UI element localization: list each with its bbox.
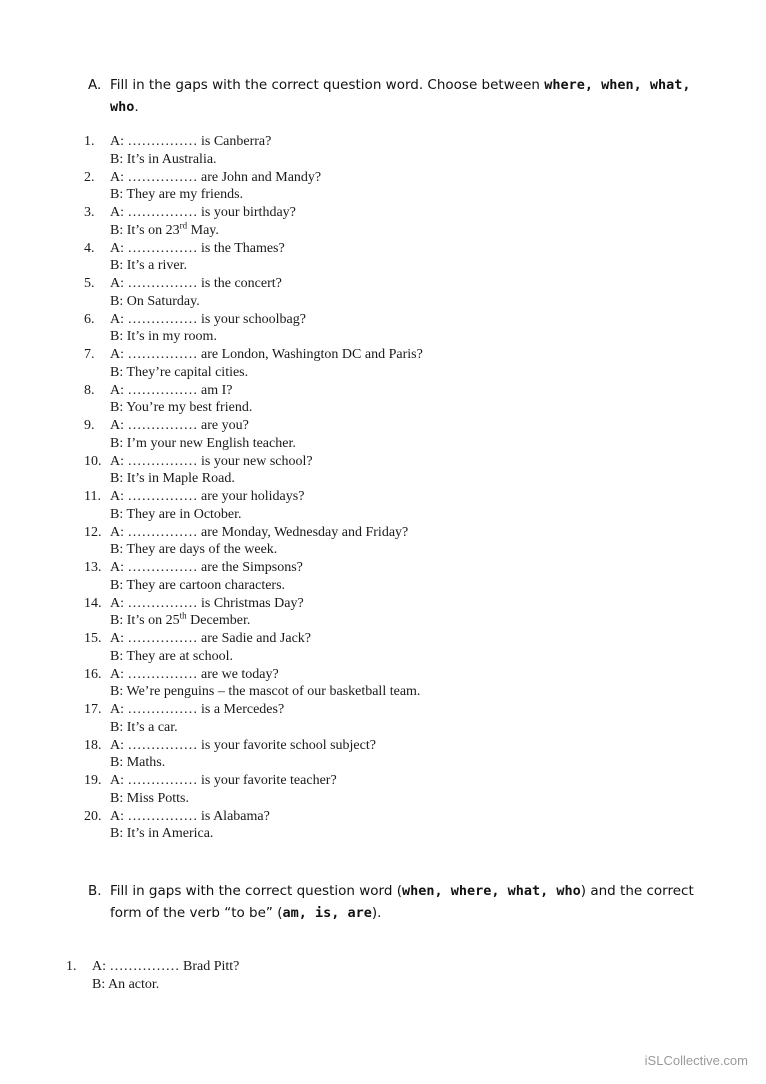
answer-line-b (110, 648, 233, 666)
answer-line-b (110, 293, 200, 311)
question-number: 9. (84, 418, 95, 433)
question-number: 8. (84, 382, 95, 398)
instruction-b-text (110, 880, 710, 924)
answer-text: B: It’s in America. (110, 826, 214, 842)
answer-text: B: It’s a river. (110, 258, 187, 274)
answer-text: B: They are cartoon characters. (110, 577, 286, 593)
ordinal-suffix: rd (179, 220, 188, 231)
question-line-a: A: …………… is your favorite teacher? (110, 773, 337, 788)
question-number: 3. (84, 205, 95, 220)
answer-text: B: Miss Potts. (110, 790, 189, 806)
answer-text: B: They’re capital cities. (110, 364, 249, 380)
answer-line-b (110, 790, 189, 808)
question-number: 1. (66, 959, 77, 974)
question-number: 15. (84, 631, 102, 646)
question-line-a: A: …………… are we today? (110, 666, 279, 682)
question-number: 17. (84, 702, 102, 717)
answer-line-b (110, 577, 285, 595)
question-line-a: A: …………… is Christmas Day? (110, 595, 304, 611)
site-watermark: iSLCollective.com (644, 1053, 748, 1068)
answer-text: B: They are my friends. (110, 187, 244, 203)
answer-line-b (110, 683, 420, 701)
answer-text: B: It’s on 25 (110, 613, 180, 629)
answer-line-b (110, 186, 243, 204)
question-number: 11. (84, 489, 101, 504)
question-line-a: A: …………… are the Simpsons? (110, 560, 303, 575)
answer-line-b (110, 506, 242, 524)
answer-line-b (110, 328, 217, 346)
instruction-b-verb-forms: am, is, are (282, 905, 372, 921)
answer-text: B: It’s on 23 (110, 222, 180, 238)
answer-line-b (92, 976, 159, 994)
answer-text: B: It’s in Maple Road. (110, 471, 235, 487)
question-line-a: A: …………… is your birthday? (110, 205, 296, 220)
ordinal-suffix: th (179, 610, 187, 621)
answer-line-b (110, 719, 178, 737)
question-line-a: A: …………… is the concert? (110, 276, 282, 291)
question-line-a: A: …………… is Alabama? (110, 808, 270, 824)
answer-text: B: You’re my best friend. (110, 400, 253, 416)
answer-line-b (110, 222, 219, 240)
answer-line-b (110, 257, 187, 275)
answer-line-b (110, 612, 250, 630)
question-line-a: A: …………… is Canberra? (110, 134, 272, 149)
question-line-a: A: …………… are your holidays? (110, 489, 305, 504)
instruction-b-text-part: Fill in gaps with the correct question word ( (110, 883, 402, 899)
answer-line-b (110, 435, 296, 453)
instruction-b-text-end: ). (371, 905, 382, 921)
answer-text-end: December. (186, 613, 251, 629)
question-number: 14. (84, 595, 102, 611)
question-number: 12. (84, 524, 102, 540)
instruction-a-text-end: . (134, 99, 139, 115)
instruction-a (88, 74, 708, 120)
answer-text: B: They are in October. (110, 506, 242, 522)
answer-text: B: They are days of the week. (110, 542, 278, 558)
answer-text: B: It’s in Australia. (110, 151, 217, 167)
answer-line-b (110, 541, 277, 559)
answer-text: B: It’s a car. (110, 719, 178, 735)
question-line-a: A: …………… are Sadie and Jack? (110, 631, 311, 646)
question-number: 7. (84, 347, 95, 362)
question-number: 6. (84, 311, 95, 327)
question-line-a: A: …………… are Monday, Wednesday and Friday? (110, 524, 409, 540)
answer-line-b (110, 825, 213, 843)
answer-text: B: Maths. (110, 755, 166, 771)
question-line-a: A: …………… am I? (110, 382, 233, 398)
question-line-a: A: …………… are you? (110, 418, 249, 433)
answer-line-b (110, 364, 248, 382)
question-number: 2. (84, 169, 95, 185)
section-b-letter: B. (88, 883, 102, 899)
question-number: 4. (84, 240, 95, 256)
question-number: 13. (84, 560, 102, 575)
section-a-letter: A. (88, 77, 102, 93)
answer-text-end: May. (187, 222, 219, 238)
answer-text: B: An actor. (92, 976, 160, 992)
answer-text: B: It’s in my room. (110, 329, 217, 345)
instruction-b-keywords: when, where, what, who (401, 883, 581, 899)
question-number: 10. (84, 453, 102, 469)
question-number: 19. (84, 773, 102, 788)
answer-line-b (110, 151, 217, 169)
instruction-a-keywords: where, when, what, who (110, 77, 691, 115)
question-line-a: A: …………… are London, Washington DC and Paris? (110, 347, 423, 362)
question-number: 20. (84, 808, 102, 824)
answer-line-b (110, 470, 235, 488)
answer-text: B: We’re penguins – the mascot of our basketball team. (110, 684, 421, 700)
question-line-a: A: …………… Brad Pitt? (92, 959, 240, 974)
answer-line-b (110, 754, 165, 772)
question-number: 1. (84, 134, 95, 149)
question-line-a: A: …………… is your new school? (110, 453, 313, 469)
question-line-a: A: …………… is a Mercedes? (110, 702, 285, 717)
question-number: 5. (84, 276, 95, 291)
answer-text: B: I’m your new English teacher. (110, 435, 296, 451)
answer-text: B: On Saturday. (110, 293, 200, 309)
question-line-a: A: …………… are John and Mandy? (110, 169, 322, 185)
answer-text: B: They are at school. (110, 648, 233, 664)
instruction-a-text (110, 74, 710, 118)
instruction-a-text-part: Fill in the gaps with the correct question word. Choose between (110, 77, 545, 93)
question-number: 18. (84, 737, 102, 753)
instruction-b (88, 880, 708, 926)
instruction-b-text-part: ) and the correct form of the verb “to be” ( (110, 883, 694, 921)
question-line-a: A: …………… is your schoolbag? (110, 311, 306, 327)
question-number: 16. (84, 666, 102, 682)
question-line-a: A: …………… is your favorite school subject? (110, 737, 376, 753)
answer-line-b (110, 399, 252, 417)
question-line-a: A: …………… is the Thames? (110, 240, 285, 256)
